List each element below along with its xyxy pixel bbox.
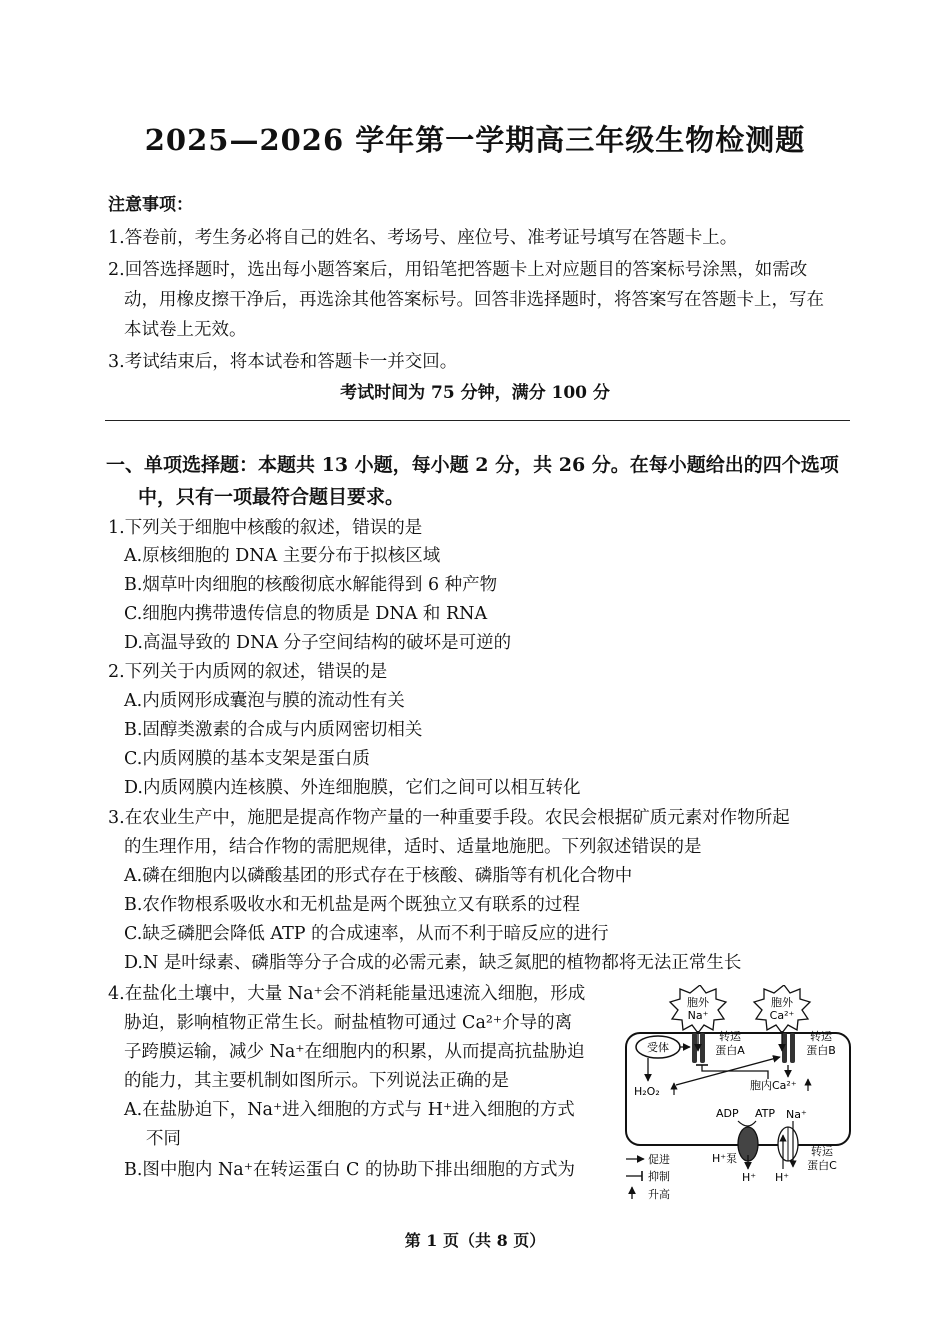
legend-rise: 升高: [648, 1188, 670, 1201]
section-heading-line-2: 中，只有一项最符合题目要求。: [138, 486, 405, 508]
q3-option-b: B.农作物根系吸收水和无机盐是两个既独立又有联系的过程: [124, 895, 580, 915]
notice-item-2-line-2: 动，用橡皮擦干净后，再选涂其他答案标号。回答非选择题时，将答案写在答题卡上，写在: [124, 290, 824, 310]
page-title: 2025—2026 学年第一学期高三年级生物检测题: [144, 123, 806, 157]
q3-option-d: D.N 是叶绿素、磷脂等分子合成的必需元素，缺乏氮肥的植物都将无法正常生长: [124, 953, 742, 973]
atp-label: ATP: [755, 1107, 776, 1120]
legend-promote: 促进: [648, 1153, 670, 1166]
q2-option-a: A.内质网形成囊泡与膜的流动性有关: [124, 691, 405, 711]
transporter-c-label-1: 转运: [811, 1145, 833, 1158]
q4-stem-line-1: 4.在盐化土壤中，大量 Na⁺会不消耗能量迅速流入细胞，形成: [108, 984, 586, 1004]
divider: [105, 420, 850, 421]
page-footer: 第 1 页（共 8 页）: [404, 1231, 546, 1250]
transporter-a-label-1: 转运: [719, 1030, 741, 1043]
outside-na-label-1: 胞外: [687, 996, 709, 1009]
h-pump-label: H⁺泵: [712, 1152, 738, 1165]
inner-ca-label: 胞内Ca²⁺: [750, 1079, 797, 1092]
q2-option-c: C.内质网膜的基本支架是蛋白质: [124, 749, 370, 769]
exam-time: 考试时间为 75 分钟，满分 100 分: [340, 383, 610, 403]
ion-transport-diagram: [618, 985, 860, 1207]
outside-ca-label-2: Ca²⁺: [769, 1009, 795, 1022]
notice-item-2-line-3: 本试卷上无效。: [124, 320, 247, 340]
notice-heading: 注意事项：: [108, 195, 193, 215]
q4-stem-line-2: 胁迫，影响植物正常生长。耐盐植物可通过 Ca²⁺介导的离: [124, 1013, 573, 1033]
h-plus-label-1: H⁺: [742, 1171, 757, 1184]
na-label: Na⁺: [786, 1108, 807, 1121]
q2-option-d: D.内质网膜内连核膜、外连细胞膜，它们之间可以相互转化: [124, 778, 581, 798]
q4-stem-line-4: 的能力，其主要机制如图所示。下列说法正确的是: [124, 1071, 509, 1091]
q1-option-c: C.细胞内携带遗传信息的物质是 DNA 和 RNA: [124, 604, 488, 624]
q4-option-b-line-1: B.图中胞内 Na⁺在转运蛋白 C 的协助下排出细胞的方式为: [124, 1160, 575, 1180]
transporter-b-right: [790, 1033, 795, 1063]
transporter-c-label-2: 蛋白C: [807, 1159, 837, 1172]
notice-item-1: 1.答卷前，考生务必将自己的姓名、考场号、座位号、准考证号填写在答题卡上。: [108, 228, 738, 248]
transporter-a-left: [692, 1033, 697, 1063]
transporter-a-label-2: 蛋白A: [715, 1044, 745, 1057]
legend-inhibit: 抑制: [648, 1170, 670, 1183]
q1-option-d: D.高温导致的 DNA 分子空间结构的破坏是可逆的: [124, 633, 512, 653]
q2-stem: 2.下列关于内质网的叙述，错误的是: [108, 662, 388, 682]
transporter-b-label-1: 转运: [810, 1030, 832, 1043]
transporter-b-left: [782, 1033, 787, 1063]
q3-option-a: A.磷在细胞内以磷酸基团的形式存在于核酸、磷脂等有机化合物中: [124, 866, 633, 886]
notice-item-3: 3.考试结束后，将本试卷和答题卡一并交回。: [108, 352, 458, 372]
q2-option-b: B.固醇类激素的合成与内质网密切相关: [124, 720, 423, 740]
q1-option-a: A.原核细胞的 DNA 主要分布于拟核区域: [124, 546, 441, 566]
outside-ca-label-1: 胞外: [771, 996, 793, 1009]
notice-item-2-line-1: 2.回答选择题时，选出每小题答案后，用铅笔把答题卡上对应题目的答案标号涂黑，如需改: [108, 260, 808, 280]
transporter-b-label-2: 蛋白B: [806, 1044, 836, 1057]
q3-stem-line-1: 3.在农业生产中，施肥是提高作物产量的一种重要手段。农民会根据矿质元素对作物所起: [108, 808, 790, 828]
q1-stem: 1.下列关于细胞中核酸的叙述，错误的是: [108, 518, 423, 538]
outside-na-label-2: Na⁺: [687, 1009, 709, 1022]
receptor-label: 受体: [647, 1041, 669, 1054]
section-heading-line-1: 一、单项选择题：本题共 13 小题，每小题 2 分，共 26 分。在每小题给出的四个选项: [106, 454, 839, 476]
q4-option-a-line-1: A.在盐胁迫下，Na⁺进入细胞的方式与 H⁺进入细胞的方式: [124, 1100, 575, 1120]
q3-option-c: C.缺乏磷肥会降低 ATP 的合成速率，从而不利于暗反应的进行: [124, 924, 609, 944]
h-plus-label-2: H⁺: [775, 1171, 790, 1184]
q3-stem-line-2: 的生理作用，结合作物的需肥规律，适时、适量地施肥。下列叙述错误的是: [124, 837, 702, 857]
q4-option-a-line-2: 不同: [146, 1129, 181, 1149]
q1-option-b: B.烟草叶肉细胞的核酸彻底水解能得到 6 种产物: [124, 575, 498, 595]
q4-stem-line-3: 子跨膜运输，减少 Na⁺在细胞内的积累，从而提高抗盐胁迫: [124, 1042, 585, 1062]
transporter-a-right: [700, 1033, 705, 1063]
adp-label: ADP: [716, 1107, 739, 1120]
h2o2-label: H₂O₂: [634, 1085, 660, 1098]
